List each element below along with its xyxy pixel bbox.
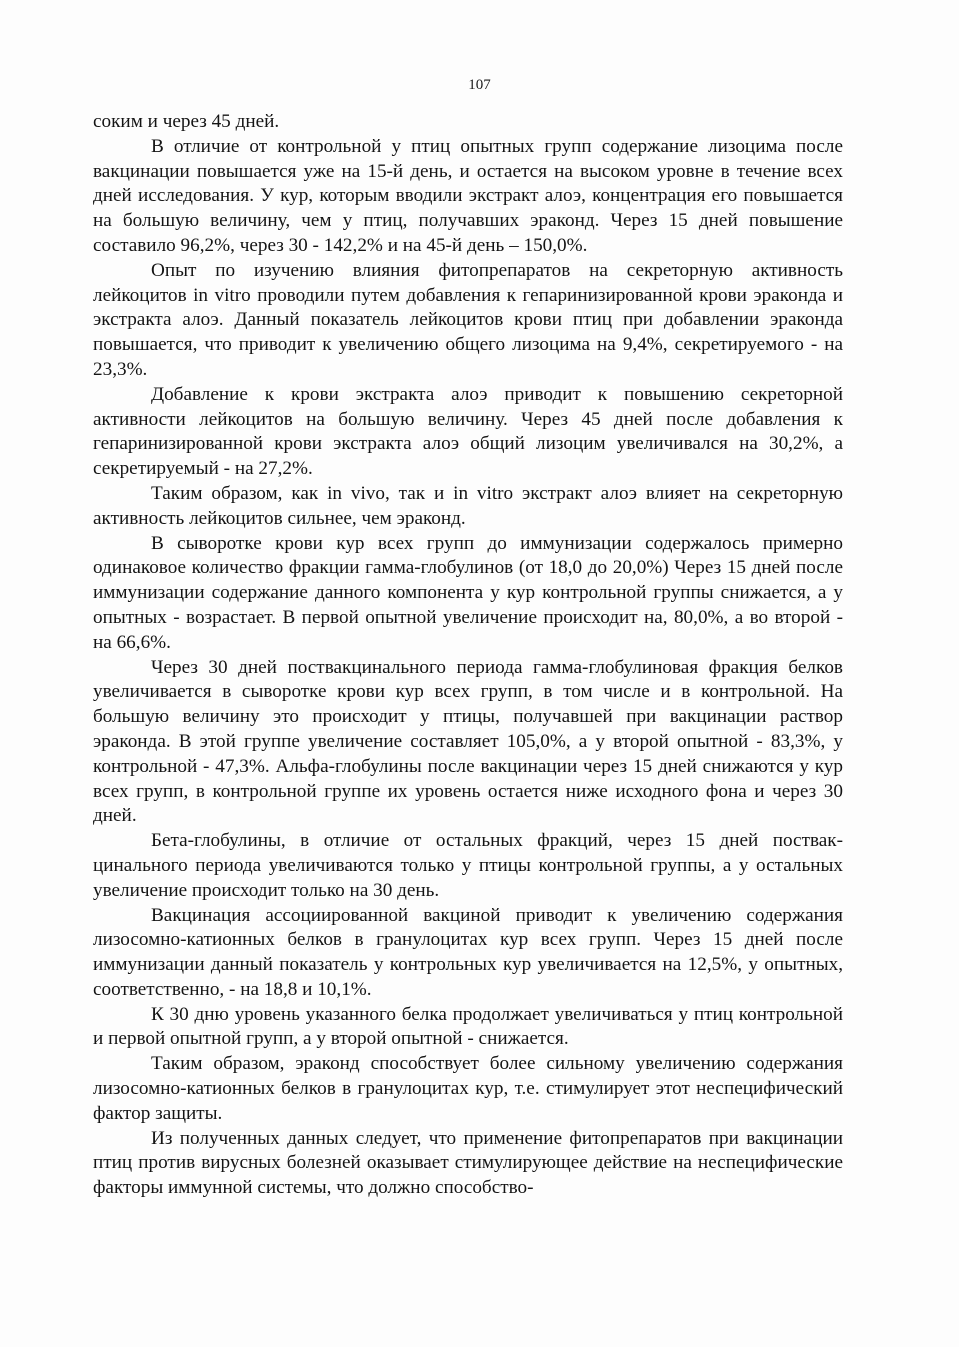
page-number: 107	[468, 77, 491, 93]
paragraph-day-30: К 30 дню уровень указанного белка продолжает увеличиваться у птиц контрольной и первой опытной групп, а у второй опытной - снижается.	[93, 1003, 843, 1050]
paragraph-conclusion-eracond: Таким образом, эраконд способствует более сильному увеличению содержания лизосомно-катионных белков в гранулоцитах кур, т.е. стимулирует этот неспецифический фактор защиты.	[93, 1053, 843, 1124]
paragraph-gamma-globulins-15d: В сыворотке крови кур всех групп до иммунизации содержалось примерно одинаковое количество фракции гамма-глобулинов (от 18,0 до 20,0%) Через 15 дней после иммунизации содержание данного компонента у кур контрольной группы снижается, а у опытных - возрастает. В первой опытной увеличение происходит на, 80,0%, а во второй - на 66,6%.	[93, 532, 843, 653]
paragraph-conclusion-aloe: Таким образом, как in vivo, так и in vitro экстракт алоэ влияет на секреторную активность лейкоцитов сильнее, чем эраконд.	[93, 482, 843, 529]
paragraph-lysozyme-dynamics: В отличие от контрольной у птиц опытных групп содержание лизоцима после вакцинации повышается уже на 15-й день, и остается на высоком уровне в течение всех дней исследования. У кур, которым вводили экстракт алоэ, концентрация его повышается на большую величину, чем у птиц, получавших эраконд. Через 15 дней повышение составило 96,2%, через 30 - 142,2% и на 45-й день – 150,0%.	[93, 135, 843, 256]
paragraph-beta-globulins: Бета-глобулины, в отличие от остальных фракций, через 15 дней поствакцинального периода увеличиваются только у птицы контрольной группы, а у остальных увеличение происходит только на 30 день.	[93, 830, 843, 901]
body-text	[93, 110, 843, 1201]
paragraph-continuation: соким и через 45 дней.	[93, 111, 280, 132]
paragraph-in-vitro-eracond: Опыт по изучению влияния фитопрепаратов на секреторную активность лейкоцитов in vitro проводили путем добавления к гепаринизированной крови эраконда и экстракта алоэ. Данный показатель лейкоцитов крови птиц при добавлении эраконда повышается, что приводит к увеличению общего лизоцима на 9,4%, секретируемого - на 23,3%.	[93, 259, 843, 380]
paragraph-in-vitro-aloe: Добавление к крови экстракта алоэ приводит к повышению секреторной активности лейкоцитов на большую величину. Через 45 дней после добавления к гепаринизированной крови экстракта алоэ общий лизоцим увеличивался на 30,2%, а секретируемый - на 27,2%.	[93, 383, 843, 480]
paragraph-cationic-proteins: Вакцинация ассоциированной вакциной приводит к увеличению содержания лизосомно-катионных белков в гранулоцитах кур всех групп. Через 15 дней после иммунизации данный показатель у контрольных кур увеличивается на 12,5%, у опытных, соответственно, - на 18,8 и 10,1%.	[93, 904, 843, 1000]
paragraph-gamma-globulins-30d: Через 30 дней поствакцинального периода гамма-глобулиновая фракция белков увеличивается в сыворотке крови кур всех групп, в том числе и в контрольной. На большую величину это происходит у птицы, получавшей при вакцинации раствор эраконда. В этой группе увеличение составляет 105,0%, а у второй опытной - 83,3%, у контрольной - 47,3%. Альфа-глобулины после вакцинации через 15 дней снижаются у кур всех групп, в контрольной группе их уровень остается ниже исходного фона и через 30 дней.	[93, 656, 843, 827]
paragraph-final: Из полученных данных следует, что применение фитопрепаратов при вакцинации птиц против вирусных болезней оказывает стимулирующее действие на неспецифические факторы иммунной системы, что должно способство-	[93, 1127, 843, 1199]
